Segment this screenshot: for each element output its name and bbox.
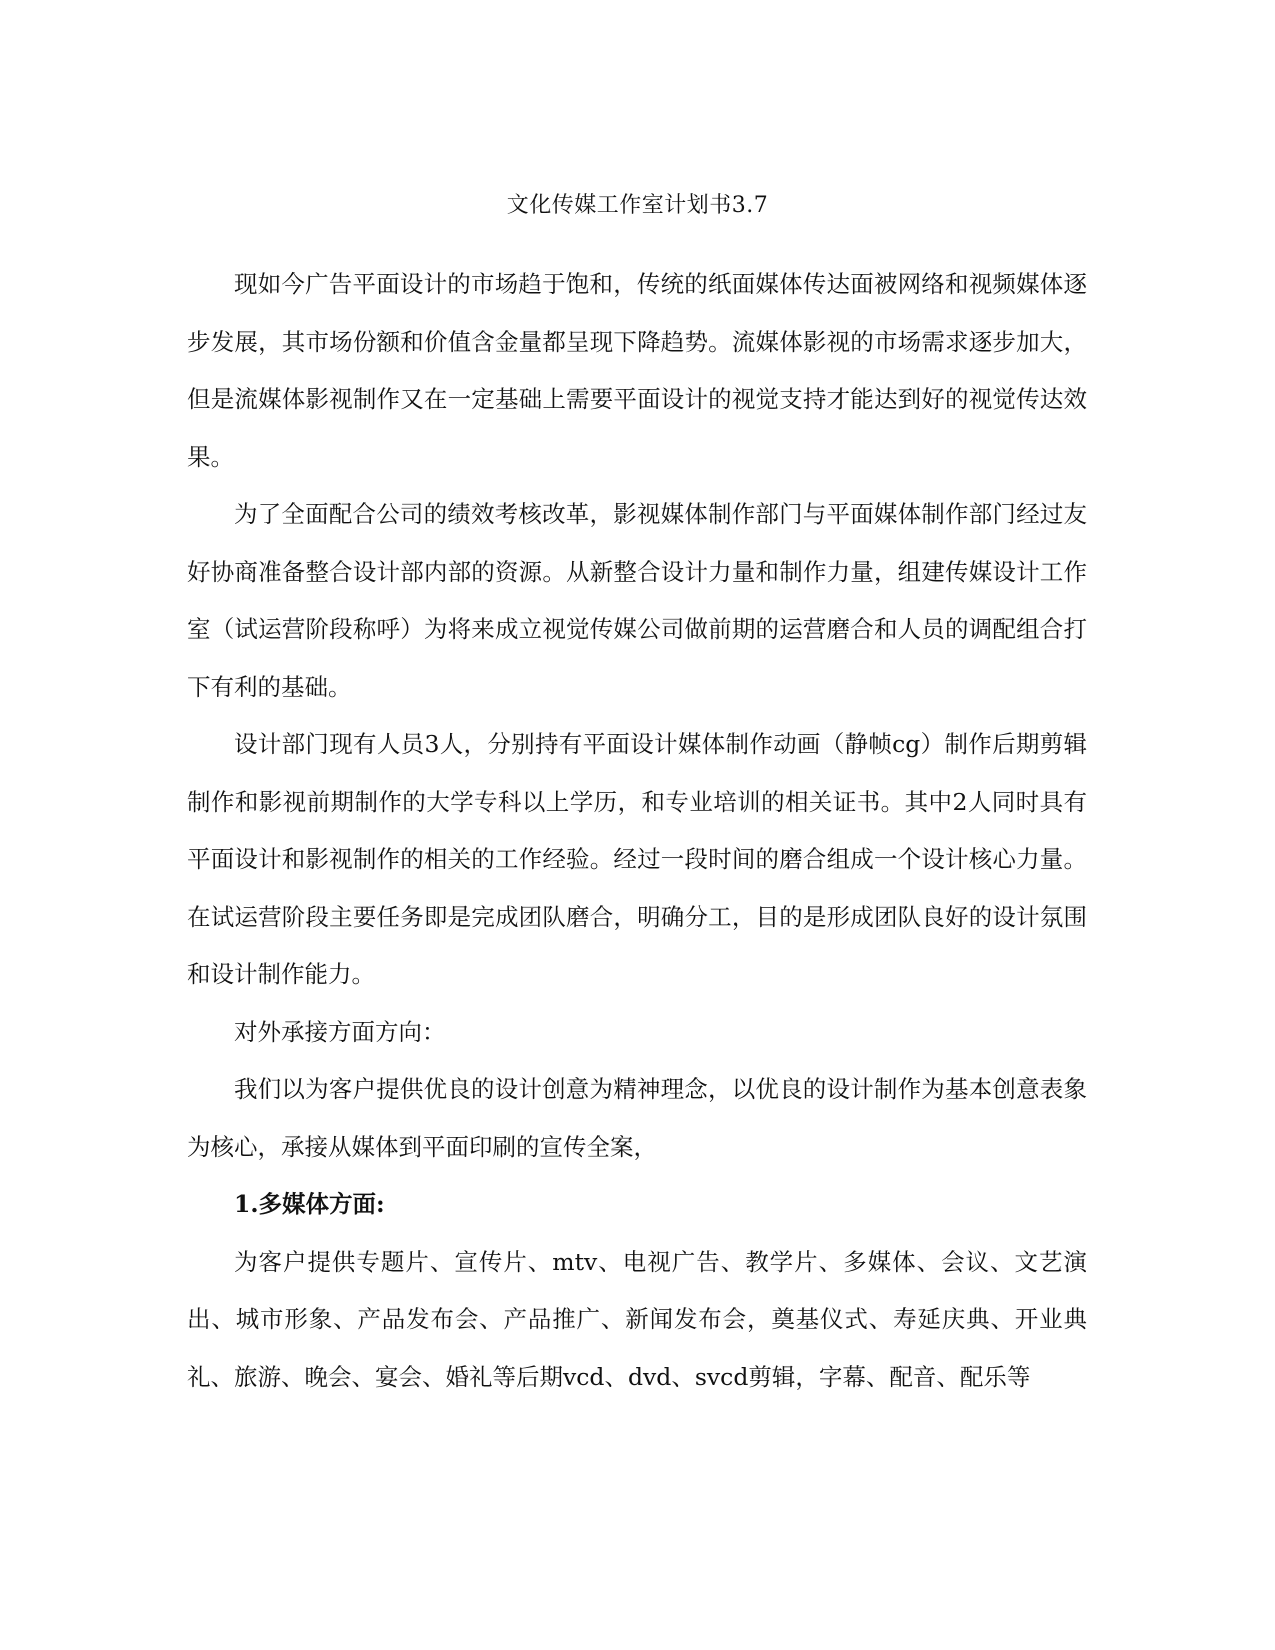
paragraph-staffing: 设计部门现有人员3人，分别持有平面设计媒体制作动画（静帧cg）制作后期剪辑制作和影视前期制作的大学专科以上学历，和专业培训的相关证书。其中2人同时具有平面设计和影视制作的相关的工作经验。经过一段时间的磨合组成一个设计核心力量。在试运营阶段主要任务即是完成团队磨合，明确分工，目的是形成团队良好的设计氛围和设计制作能力。 — [187, 730, 1087, 988]
document-body — [187, 256, 1087, 1406]
paragraph-integration-plan: 为了全面配合公司的绩效考核改革，影视媒体制作部门与平面媒体制作部门经过友好协商准备整合设计部内部的资源。从新整合设计力量和制作力量，组建传媒设计工作室（试运营阶段称呼）为将来成立视觉传媒公司做前期的运营磨合和人员的调配组合打下有利的基础。 — [187, 500, 1087, 701]
paragraph-multimedia-services: 为客户提供专题片、宣传片、mtv、电视广告、教学片、多媒体、会议、文艺演出、城市形象、产品发布会、产品推广、新闻发布会，奠基仪式、寿延庆典、开业典礼、旅游、晚会、宴会、婚礼等后期vcd、dvd、svcd剪辑，字幕、配音、配乐等 — [187, 1247, 1087, 1391]
document-title: 文化传媒工作室计划书3.7 — [506, 193, 769, 218]
paragraph-external-direction: 对外承接方面方向： — [234, 1017, 446, 1046]
paragraph-market-overview: 现如今广告平面设计的市场趋于饱和，传统的纸面媒体传达面被网络和视频媒体逐步发展，其市场份额和价值含金量都呈现下降趋势。流媒体影视的市场需求逐步加大，但是流媒体影视制作又在一定基础上需要平面设计的视觉支持才能达到好的视觉传达效果。 — [187, 270, 1087, 471]
section-heading-multimedia: 1.多媒体方面: — [234, 1190, 385, 1218]
paragraph-service-philosophy: 我们以为客户提供优良的设计创意为精神理念，以优良的设计制作为基本创意表象为核心，承接从媒体到平面印刷的宣传全案， — [187, 1075, 1087, 1161]
